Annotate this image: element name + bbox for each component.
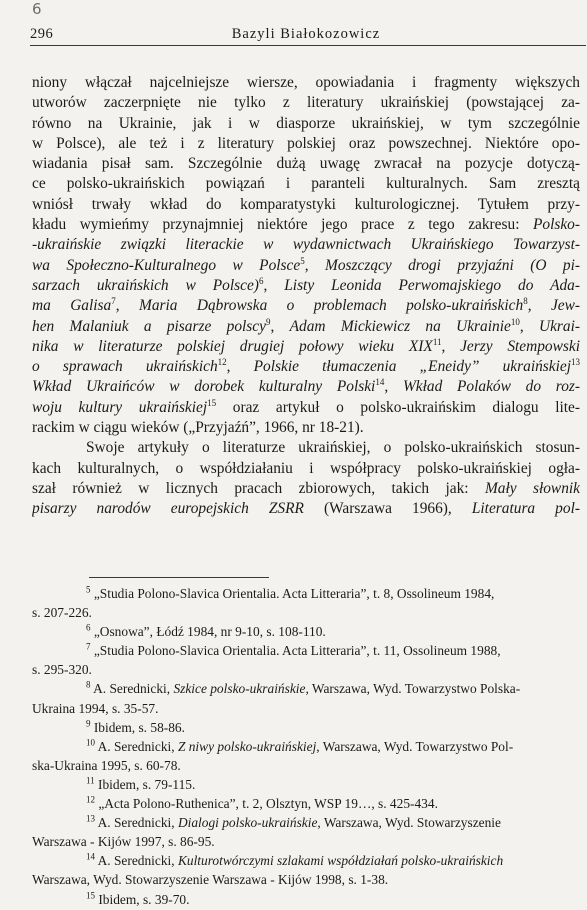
text-line xyxy=(32,398,580,418)
footnote-ref: 12 xyxy=(86,794,95,805)
text-run: A. Serednicki, xyxy=(95,815,178,831)
text-run: , xyxy=(115,297,139,315)
running-header xyxy=(30,26,582,46)
footnote-continuation xyxy=(32,699,580,718)
text-run: niony włączał najcelniejsze wiersze, opowiadania i fragmenty większych xyxy=(32,74,580,91)
text-line xyxy=(32,377,580,397)
text-line xyxy=(32,134,580,154)
italic-text: o sprawach ukraińskich xyxy=(32,358,218,376)
text-run: „Acta Polono-Ruthenica”, t. 2, Olsztyn, WSP 19…, s. 425-434. xyxy=(95,796,438,812)
footnote-continuation xyxy=(32,870,580,889)
text-line xyxy=(32,195,580,215)
footnote-item xyxy=(32,622,580,641)
footnote-item xyxy=(32,794,580,813)
italic-text: Kulturotwórczymi szlakami współdziałań polsko-ukraińskich xyxy=(177,853,504,869)
footnote-continuation xyxy=(32,832,580,851)
footnote-item xyxy=(32,813,580,832)
header-rule xyxy=(30,45,586,46)
margin-note: 6 xyxy=(32,0,42,18)
footnote-continuation xyxy=(32,603,580,622)
text-line xyxy=(32,499,580,519)
italic-text: Maria Dąbrowska o problemach polsko-ukraińskich xyxy=(139,297,524,315)
text-run: , Warszawa, Wyd. Towarzystwo Pol- xyxy=(316,738,514,754)
footnote-ref: 14 xyxy=(86,851,95,862)
text-run: szał również w licznych pracach zbiorowych, takich jak: xyxy=(32,479,485,497)
text-run: Warszawa, Wyd. Stowarzyszenie Warszawa - Kijów 1998, s. 1-38. xyxy=(32,872,389,888)
italic-text: wa Społeczno-Kulturalnego w Polsce xyxy=(32,256,301,274)
text-run: Ibidem, s. 79-115. xyxy=(94,776,196,792)
text-run: „Osnowa”, Łódź 1984, nr 9-10, s. 108-110. xyxy=(90,624,326,640)
footnote-ref: 13 xyxy=(86,813,95,824)
footnote-ref: 8 xyxy=(523,296,528,307)
text-run: Swoje artykuły o literaturze ukraińskiej, o polsko-ukraińskich stosun- xyxy=(86,439,580,457)
footnote-ref: 8 xyxy=(86,680,91,690)
footnote-item xyxy=(32,679,580,698)
text-line xyxy=(32,73,580,93)
text-run: wniósł trwały wkład do komparatystyki kulturologicznej. Tytułem przy- xyxy=(32,195,580,213)
footnotes xyxy=(32,584,580,909)
text-run: ce polsko-ukraińskich powiązań i paranteli kulturalnych. Sam zresztą xyxy=(32,175,580,193)
italic-text: woju kultury ukraińskiej xyxy=(32,398,208,416)
footnote-ref: 14 xyxy=(375,377,385,388)
text-run: „Studia Polono-Slavica Orientalia. Acta Litteraria”, t. 11, Ossolineum 1988, xyxy=(90,643,501,659)
footnote-ref: 6 xyxy=(258,275,264,286)
footnote-ref: 9 xyxy=(86,718,91,729)
footnote-ref: 10 xyxy=(86,737,95,748)
footnote-separator xyxy=(89,577,269,578)
text-run: równo na Ukrainie, jak i w diasporze ukraińskiej, w tym szczególnie xyxy=(32,114,580,132)
footnote-ref: 5 xyxy=(86,584,91,595)
text-line xyxy=(32,154,580,174)
text-line xyxy=(32,296,580,316)
text-run: utworów zaczerpnięte nie tylko z literatury ukraińskiej (powstającej za- xyxy=(32,94,580,112)
text-run: , xyxy=(270,317,290,335)
text-run: ska-Ukraina 1995, s. 60-78. xyxy=(32,757,181,773)
footnote-item xyxy=(32,718,580,737)
italic-text: Mały słownik xyxy=(484,479,580,497)
italic-text: Dialogi polsko-ukraińskie xyxy=(177,815,318,831)
text-run: s. 295-320. xyxy=(32,662,92,678)
text-line xyxy=(32,357,580,377)
italic-text: Moszczący drogi przyjaźni (O pi- xyxy=(325,256,580,274)
footnote-item xyxy=(32,775,580,794)
footnote-ref: 7 xyxy=(86,641,91,652)
italic-text: Wkład Ukraińców w dorobek kulturalny Polski xyxy=(32,378,376,396)
italic-text: hen Malaniuk a pisarze polscy xyxy=(32,317,266,335)
text-run: A. Serednicki, xyxy=(95,738,178,754)
text-line xyxy=(32,276,580,296)
text-run: „Studia Polono-Slavica Orientalia. Acta Litteraria”, t. 8, Ossolineum 1984, xyxy=(90,586,495,601)
main-text xyxy=(32,73,580,520)
italic-text: Adam Mickiewicz na Ukrainie xyxy=(289,317,511,335)
italic-text: pisarzy narodów europejskich ZSRR xyxy=(32,500,304,518)
footnote-ref: 7 xyxy=(111,296,116,307)
text-run: , Warszawa, Wyd. Stowarzyszenie xyxy=(317,815,501,831)
footnote-continuation xyxy=(32,756,580,775)
footnote-ref: 11 xyxy=(86,775,95,786)
italic-text: Polskie tłumaczenia „Eneidy” ukraińskiej xyxy=(253,358,571,376)
text-run: , xyxy=(527,297,551,315)
footnote-ref: 6 xyxy=(86,622,91,633)
text-line xyxy=(32,438,580,458)
text-line xyxy=(32,256,580,276)
footnote-ref: 9 xyxy=(265,316,271,327)
text-line xyxy=(32,235,580,255)
text-run: Ibidem, s. 58-86. xyxy=(90,719,185,735)
text-run: A. Serednicki, xyxy=(90,681,174,697)
text-run: kładu wymieńmy przynajmniej niektóre jego prace z tego zakresu: xyxy=(32,216,533,234)
text-run: rackim w ciągu wieków („Przyjaźń”, 1966, nr 18-21). xyxy=(32,419,364,437)
footnote-ref: 15 xyxy=(86,890,95,901)
text-run: Ibidem, s. 39-70. xyxy=(95,891,190,907)
text-line xyxy=(32,114,580,134)
text-line xyxy=(32,174,580,194)
italic-text: -ukraińskie związki literackie w wydawnictwach Ukraińskiego Towarzyst- xyxy=(32,236,580,254)
text-run: , Warszawa, Wyd. Towarzystwo Polska- xyxy=(305,681,521,697)
footnote-item xyxy=(32,890,580,909)
text-line xyxy=(32,93,580,113)
page-number: 296 xyxy=(30,26,54,42)
text-run: kach kulturalnych, o współdziałaniu i współpracy polsko-ukraińskiej ogła- xyxy=(32,459,580,477)
text-line xyxy=(32,215,580,235)
text-run: , xyxy=(226,358,254,376)
italic-text: Wkład Polaków do roz- xyxy=(402,378,580,396)
footnote-item xyxy=(32,851,580,870)
footnote-ref: 10 xyxy=(510,316,520,327)
italic-text: Szkice polsko-ukraińskie xyxy=(173,681,306,697)
footnote-item xyxy=(32,584,580,603)
italic-text: Literatura pol- xyxy=(471,500,580,518)
text-line xyxy=(32,479,580,499)
text-run: oraz artykuł o polsko-ukraińskim dialogu lite- xyxy=(216,398,580,416)
text-line xyxy=(32,317,580,337)
footnote-ref: 12 xyxy=(217,357,227,368)
footnote-item xyxy=(32,641,580,660)
text-run: , xyxy=(519,317,539,335)
italic-text: sarzach ukraińskich w Polsce) xyxy=(32,276,259,294)
text-run: s. 207-226. xyxy=(32,605,92,621)
italic-text: Jew- xyxy=(550,297,580,315)
footnote-item xyxy=(32,737,580,756)
italic-text: ma Galisa xyxy=(32,297,112,315)
text-line xyxy=(32,337,580,357)
footnote-ref: 13 xyxy=(571,357,580,368)
text-run: , xyxy=(263,276,285,294)
italic-text: Jerzy Stempowski xyxy=(460,337,580,355)
footnote-ref: 11 xyxy=(432,336,442,347)
italic-text: Z niwy polsko-ukraińskiej xyxy=(177,738,317,754)
text-run: , xyxy=(384,378,403,396)
text-run: (Warszawa 1966), xyxy=(303,500,472,518)
footnote-continuation xyxy=(32,660,580,679)
text-run: Warszawa - Kijów 1997, s. 86-95. xyxy=(32,834,215,850)
text-run: , xyxy=(304,256,325,274)
italic-text: nika w literaturze polskiej drugiej połowy wieku XIX xyxy=(32,337,433,355)
italic-text: Polsko- xyxy=(532,216,580,234)
text-run: , xyxy=(441,337,461,355)
text-run: w Polsce), ale też i z literatury polskiej oraz powszechnej. Niektóre opo- xyxy=(32,134,580,152)
text-run: wiadania pisał sam. Szczególnie dużą uwagę zwracał na pozycje dotyczą- xyxy=(32,155,580,173)
footnote-ref: 15 xyxy=(207,397,217,408)
running-head-author: Bazyli Białokozowicz xyxy=(231,26,381,42)
text-run: A. Serednicki, xyxy=(95,853,178,869)
text-line xyxy=(32,459,580,479)
italic-text: Listy Leonida Perwomajskiego do Ada- xyxy=(284,276,580,294)
italic-text: Ukrai- xyxy=(538,317,580,335)
text-run: Ukraina 1994, s. 35-57. xyxy=(32,700,159,716)
text-line xyxy=(32,418,580,438)
footnote-ref: 5 xyxy=(300,255,305,266)
